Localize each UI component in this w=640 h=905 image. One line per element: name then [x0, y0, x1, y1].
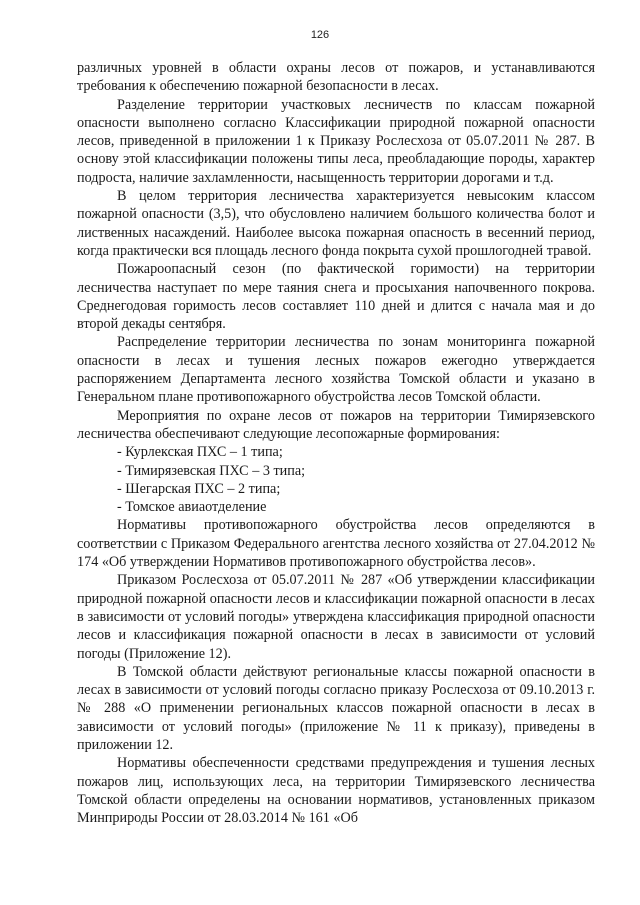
list-item: - Курлекская ПХС – 1 типа;	[117, 444, 283, 461]
paragraph-order-287: Приказом Рослесхоза от 05.07.2011 № 287 «Об утверждении классификации природной пожарной опасности лесов и классификации пожарной опасности в лесах в зависимости от условий погоды» утверждена классификация природной опасности лесов и классификация пожарной опасности в лесах в зависимости от условий погоды (Приложение 12).	[77, 572, 595, 662]
paragraph-continuation: различных уровней в области охраны лесов от пожаров, и устанавливаются требования к обеспечению пожарной безопасности в лесах.	[77, 60, 595, 95]
paragraph-normatives: Нормативы противопожарного обустройства лесов определяются в соответствии с Приказом Федерального агентства лесного хозяйства от 27.04.2012 № 174 «Об утверждении Нормативов противопожарного обустройства лесов».	[77, 517, 595, 571]
list-item: - Шегарская ПХС – 2 типа;	[117, 480, 281, 497]
paragraph-fire-classes: Разделение территории участковых лесничеств по классам пожарной опасности выполнено согласно Классификации природной пожарной опасности лесов, приведенной в приложении 1 к Приказу Рослесхоза от 05.07.2011 № 287. В основу этой классификации положены типы леса, преобладающие породы, характер подроста, наличие захламленности, насыщенность территории дорогами и т.д.	[77, 96, 595, 186]
paragraph-fire-season: Пожароопасный сезон (по фактической горимости) на территории лесничества наступает по мере таяния снега и просыхания напочвенного покрова. Среднегодовая горимость лесов составляет 110 дней и длится с начала мая и до второй декады сентября.	[77, 261, 595, 333]
list-item: - Тимирязевская ПХС – 3 типа;	[117, 462, 306, 479]
paragraph-provision-norms: Нормативы обеспеченности средствами предупреждения и тушения лесных пожаров лиц, использующих леса, на территории Тимирязевского лесничества Томской области определены на основании нормативов, установленных приказом Минприроды России от 28.03.2014 № 161 «Об	[77, 755, 595, 827]
paragraph-fire-formations-intro: Мероприятия по охране лесов от пожаров на территории Тимирязевского лесничества обеспечивают следующие лесопожарные формирования:	[77, 407, 595, 442]
page-number: 126	[310, 29, 330, 41]
paragraph-monitoring-zones: Распределение территории лесничества по зонам мониторинга пожарной опасности в лесах и тушения лесных пожаров ежегодно утверждается распоряжением Департамента лесного хозяйства Томской области и указано в Генеральном плане противопожарного обустройства лесов Томской области.	[77, 334, 595, 406]
list-item: - Томское авиаотделение	[117, 499, 267, 516]
document-body	[77, 59, 595, 827]
fire-formations-list	[77, 443, 595, 516]
paragraph-regional-classes: В Томской области действуют региональные классы пожарной опасности в лесах в зависимости от условий погоды согласно приказу Рослесхоза от 09.10.2013 г. № 288 «О применении региональных классов пожарной опасности в лесах в зависимости от условий погоды» (приложение № 11 к приказу), приведены в приложении 12.	[77, 663, 595, 753]
paragraph-fire-danger-level: В целом территория лесничества характеризуется невысоким классом пожарной опасности (3,5), что обусловлено наличием большого количества болот и лиственных насаждений. Наиболее высока пожарная опасность в весенний период, когда практически вся площадь лесного фонда покрыта сухой прошлогодней травой.	[77, 188, 595, 259]
